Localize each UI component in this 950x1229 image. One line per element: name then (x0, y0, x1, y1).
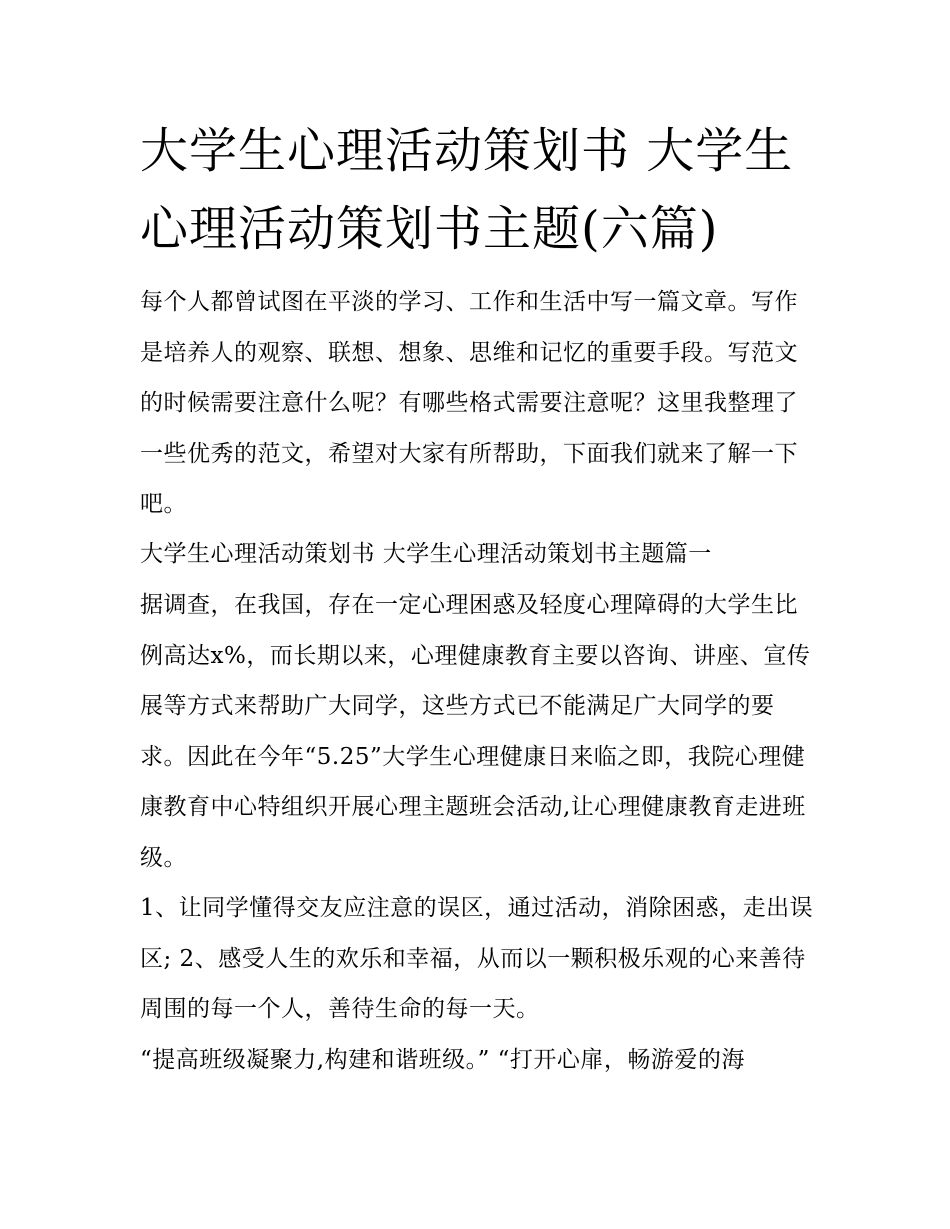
survey-paragraph: 据调查，在我国，存在一定心理困惑及轻度心理障碍的大学生比例高达x%，而长期以来，心理健康教育主要以咨询、讲座、宣传展等方式来帮助广大同学，这些方式已不能满足广大同学的要求。因此在今年“5.25”大学生心理健康日来临之即，我院心理健康教育中心特组织开展心理主题班会活动,让心理健康教育走进班级。 (140, 592, 811, 871)
goals-paragraph: 1、让同学懂得交友应注意的误区，通过活动，消除困惑，走出误区; 2、感受人生的欢乐和幸福，从而以一颗积极乐观的心来善待周围的每一个人，善待生命的每一天。 (140, 895, 814, 1022)
slogan-paragraph: “提高班级凝聚力,构建和谐班级。” “打开心扉，畅游爱的海 (140, 1047, 745, 1073)
section-heading: 大学生心理活动策划书 大学生心理活动策划书主题篇一 (140, 541, 712, 567)
document-title: 大学生心理活动策划书 大学生心理活动策划书主题(六篇) (140, 123, 794, 257)
intro-paragraph: 每个人都曾试图在平淡的学习、工作和生活中写一篇文章。写作是培养人的观察、联想、想象、思维和记忆的重要手段。写范文的时候需要注意什么呢？有哪些格式需要注意呢？这里我整理了一些优秀的范文，希望对大家有所帮助，下面我们就来了解一下吧。 (140, 289, 798, 517)
